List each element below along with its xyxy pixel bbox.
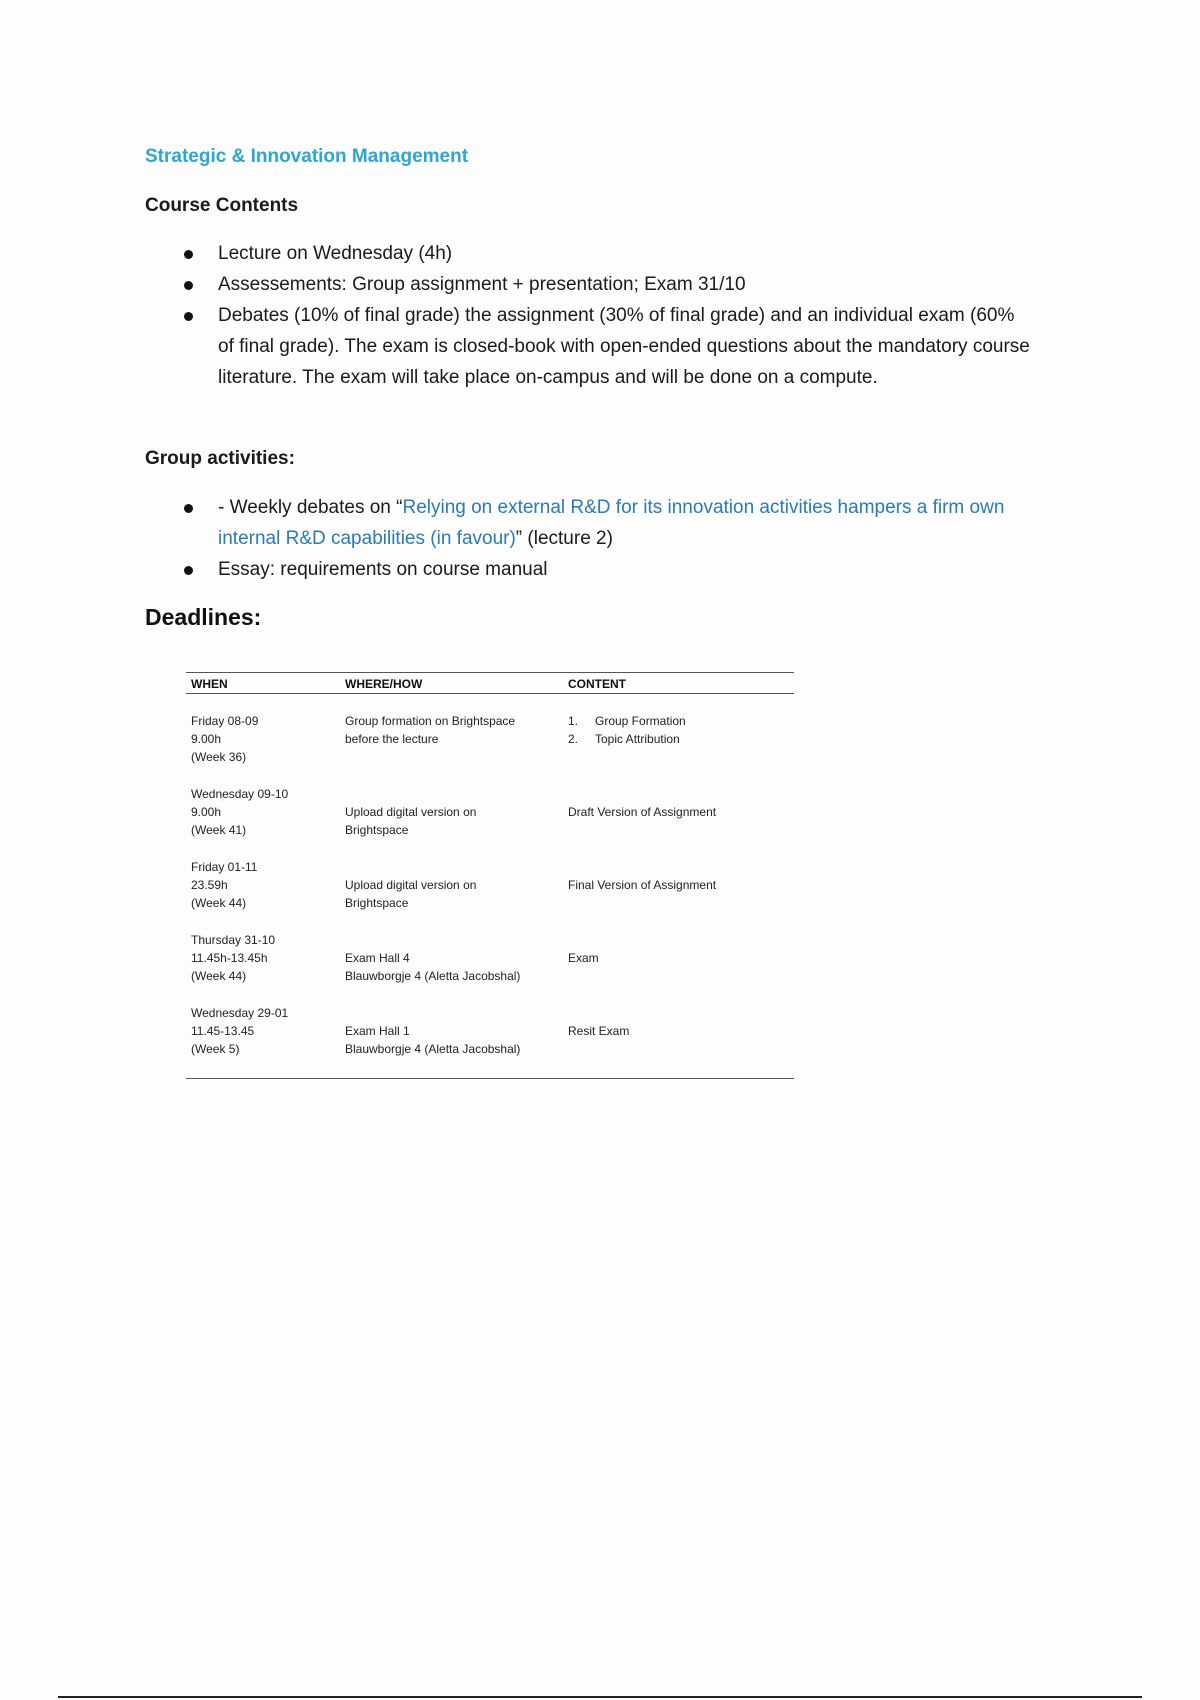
bullet-icon [184,281,193,290]
table-cell-content: Final Version of Assignment [568,878,717,892]
group-activities-list [180,492,1030,585]
table-cell-when: Wednesday 29-01 11.45-13.45 (Week 5) [191,1006,289,1056]
debate-prefix: - Weekly debates on “ [218,497,403,518]
group-activities-heading: Group activities: [145,448,295,469]
bullet-icon [184,250,193,259]
debate-topic-link[interactable]: Relying on external R&D for its innovation activities hampers a firm own internal R&D capabilities (in favour) [218,497,1005,549]
table-cell-where: Exam Hall 4 Blauwborgje 4 (Aletta Jacobshal) [345,951,521,983]
column-header-where: WHERE/HOW [345,677,423,691]
table-cell-content: 1. Group Formation 2. Topic Attribution [568,714,686,746]
table-cell-where: Upload digital version on Brightspace [345,878,477,910]
list-item [180,492,1030,554]
list-item-text: Debates (10% of final grade) the assignment (30% of final grade) and an individual exam (60% of final grade). The exam is closed-book with open-ended questions about the mandatory course literature. The exam will take place on-campus and will be done on a compute. [218,305,1030,388]
table-cell-when: Friday 01-11 23.59h (Week 44) [191,860,258,910]
table-cell-when: Wednesday 09-10 9.00h (Week 41) [191,787,289,837]
document-title: Strategic & Innovation Management [145,146,469,167]
table-divider [186,693,794,694]
deadlines-heading: Deadlines: [145,604,262,630]
list-item [180,554,1030,585]
column-header-when: WHEN [191,677,228,691]
course-contents-heading: Course Contents [145,195,299,216]
list-item [180,300,1030,393]
table-cell-when: Thursday 31-10 11.45h-13.45h (Week 44) [191,933,276,983]
table-divider [186,1078,794,1079]
table-cell-content: Draft Version of Assignment [568,805,717,819]
table-divider [186,672,794,673]
debate-suffix: ” (lecture 2) [515,528,613,549]
table-cell-where: Group formation on Brightspace before the lecture [345,714,516,746]
bullet-icon [184,312,193,321]
list-item-text: Essay: requirements on course manual [218,559,548,580]
column-header-content: CONTENT [568,677,626,691]
table-cell-where: Upload digital version on Brightspace [345,805,477,837]
list-item [180,269,1030,300]
list-item [180,238,1030,269]
table-cell-where: Exam Hall 1 Blauwborgje 4 (Aletta Jacobshal) [345,1024,521,1056]
bullet-icon [184,566,193,575]
page-bottom-divider [58,1696,1142,1698]
list-item-text: Assessements: Group assignment + presentation; Exam 31/10 [218,274,746,295]
list-item-text: Lecture on Wednesday (4h) [218,243,453,264]
table-cell-when: Friday 08-09 9.00h (Week 36) [191,714,259,764]
table-cell-content: Resit Exam [568,1024,630,1038]
course-contents-list [180,238,1030,393]
table-cell-content: Exam [568,951,599,965]
bullet-icon [184,504,193,513]
